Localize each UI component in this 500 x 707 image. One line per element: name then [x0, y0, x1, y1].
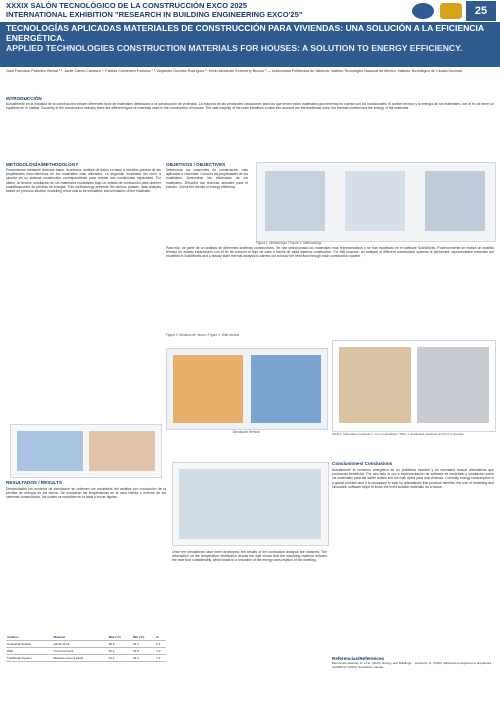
event-line-2: INTERNATIONAL EXHIBITION "RESEARCH IN BUILDING ENGINEERING EXCO'25" — [6, 9, 303, 19]
figure-3-caption: Tabla 1. Materiales evaluados y sus propiedades / Table 1. Evaluated materials and their properties — [332, 432, 464, 436]
table-cell: Traditional System — [6, 655, 52, 662]
title-spanish: TECNOLOGÍAS APLICADAS MATERIALES DE CONSTRUCCIÓN PARA VIVIENDAS: UNA SOLUCIÓN A LA EFICIENCIA ENERGÉTICA. — [6, 23, 484, 43]
objectives-heading: OBJETIVOS / OBJECTIVES — [166, 162, 226, 167]
wall-models-figure — [166, 348, 328, 430]
event-title — [6, 2, 306, 19]
thermal-figure — [172, 462, 329, 546]
table-cell: Wall — [6, 648, 52, 655]
column-header: Material — [52, 634, 107, 641]
column-header: Mín (°C) — [132, 634, 155, 641]
university-logo-icon — [412, 3, 434, 19]
discussion-text: Once the simulations have been developed, the results of the conduction analysis are obtained. The information on the temperature distribution across the wall shows that the insulating material reduces the heat flow considerably, which leads to a reduction of the energy consumption of the dwelling. — [172, 550, 327, 563]
simulation-image — [251, 355, 321, 423]
references-text: Bienvenido-Huertas, D. et al. (2020). Energy and Buildings. · Lamberts, R. (2016). Eficiência energética na arquitetura. · SolidWorks (2024). Simulation manual. — [332, 661, 494, 669]
figure-image — [425, 171, 485, 231]
event-line-1: XXXIX SALÓN TECNOLÓGICO DE LA CONSTRUCCIÓN EXCO 2025 — [6, 1, 248, 10]
table-cell: 24.3 — [132, 655, 155, 662]
result-image — [89, 431, 155, 471]
column-header: Máx (°C) — [108, 634, 132, 641]
figure-2-caption: Figura 2. Modelos de muros / Figure 2. Wall models — [166, 333, 240, 337]
intro-text: Actualmente en la industria de la construcción existen diferentes tipos de materiales destinados a la construcción de viviendas. La mayoría de las principales iniciaciones para los que tienen estos materiales para tenerlos en cuenta son los tradicionales; el confort térmico y la energía de los materiales, con el fin de tener un equilibrio en el hábitat. Currently in the construction industry there are different types of materials used in the construction of houses. The vast majority of the main initiatives to take into account are the traditional ones; the thermal comfort and the energy of the materials. — [6, 102, 494, 111]
objectives-text: Determinar los materiales de construcción más aplicados a viviendas. Conocer las propiedades de los materiales. Determinar las eficiencias de los materiales. Describir las técnicas actuales para el estudio. Check the results of energy efficiency. — [166, 168, 248, 189]
table-cell: 30.2 — [108, 648, 132, 655]
table-cell: 22.1 — [132, 641, 155, 648]
table-cell: Concrete block — [52, 648, 107, 655]
conclusions-text: Actualmente el consumo energético es un problema mundial y es necesario buscar alternativas que produzcan beneficios. Por otro lado el uso e implementación de software de modelado y simulación sobre los materiales para así saber cuáles son los más aptos para una vivienda. Currently energy consumption is a global problem and it is necessary to look for alternatives that produce benefits; the use of modelling and simulation software helps to know the most suitable materials for a house. — [332, 468, 494, 489]
table-cell: 23.0 — [132, 648, 155, 655]
result-image — [17, 431, 83, 471]
thermal-image — [179, 469, 321, 539]
intro-heading: INTRODUCCIÓN — [6, 96, 42, 101]
table-cell: Mexican cement block — [52, 655, 107, 662]
references-heading: Referencias/References — [332, 656, 385, 661]
figure-image — [345, 171, 405, 231]
results-text: Desarrollados los modelos de simulación se obtienen los resultados del análisis por conducción de la pérdida de energía en los muros. Se comparan las temperaturas en la cara interior y exterior de los sistemas constructivos, los cuales se muestran en la tabla y en las figuras. — [6, 487, 166, 500]
material-image — [417, 347, 489, 423]
table-cell: 28.5 — [108, 641, 132, 648]
table-row — [6, 655, 166, 662]
table-cell: 7.1 — [155, 655, 166, 662]
conclusions-heading: Conclusiones/ Conclusions — [332, 461, 393, 466]
description-text: Para ello, se parte de un análisis de diferentes sistemas constructivos. Se han seleccionado los materiales más representativos y se han modelado en el software SolidWorks. Posteriormente se realiza un análisis térmico en estado estacionario con el fin de conocer el flujo de calor a través de cada sistema constructivo. For this purpose, an analysis of different construction systems is performed; representative materials are modelled in SolidWorks and a steady state thermal analysis is carried out to know the heat flow through each construction system. — [166, 246, 494, 259]
table-cell: 31.4 — [108, 655, 132, 662]
figure-1-caption: Figura 1. Metodología / Figure 1. Methodology — [256, 241, 322, 245]
methodology-figure — [256, 162, 496, 242]
column-header: Δ — [155, 634, 166, 641]
institute-logo-icon — [440, 3, 462, 19]
results-table — [6, 634, 166, 662]
results-figure — [10, 424, 162, 478]
results-heading: RESULTADOS / RESULTS — [6, 480, 62, 485]
table-cell: Ambiental System — [6, 641, 52, 648]
table-row — [6, 641, 166, 648]
table-cell: 7.2 — [155, 648, 166, 655]
title-english: APPLIED TECHNOLOGIES CONSTRUCTION MATERIALS FOR HOUSES: A SOLUTION TO ENERGY EFFICIENCY. — [6, 43, 463, 53]
figure-image — [265, 171, 325, 231]
table-row — [6, 648, 166, 655]
table-cell: 6.4 — [155, 641, 166, 648]
material-image — [339, 347, 411, 423]
figure-2-label: Simulación térmica — [232, 430, 260, 434]
authors: Juan Francisco Palomino Bernal ¹,², Javier Cárcel-Carrasco ⁴, Fabiola Colmenero Fonseca ¹,⁵, Alejandro Guzmán Rodríguez ³, Kevin Alexander Echeverry Bucurú ¹ — Universidad Politécnica de Valencia; Instituto Tecnológico Nacional de México; Instituto Tecnológico de Ciudad Guzmán. — [6, 69, 464, 73]
simulation-image — [173, 355, 243, 423]
methodology-text: Presentamos mediante diversas fases, la primera: análisis de datos en base a estudios previos de las propiedades físico-térmicas de los materiales más utilizados. La segunda: modelado del muro a simular en su sistema constructivo correspondiente para recrear sus condiciones espaciales. Por último, la tercera: simulación de los materiales modelados bajo un estado de conducción para obtener cuantificaciones de pérdida de energía. This methodology presents the various phases: data analysis based on previous studies; modelling of the wall to be simulated; and simulation of the materials. — [6, 168, 161, 194]
methodology-heading: METODOLOGÍA/METHODOLOGY — [6, 162, 79, 167]
materials-figure — [332, 340, 496, 432]
poster-number: 25 — [466, 1, 496, 21]
column-header: Análisis — [6, 634, 52, 641]
table-cell: Adobe brick — [52, 641, 107, 648]
